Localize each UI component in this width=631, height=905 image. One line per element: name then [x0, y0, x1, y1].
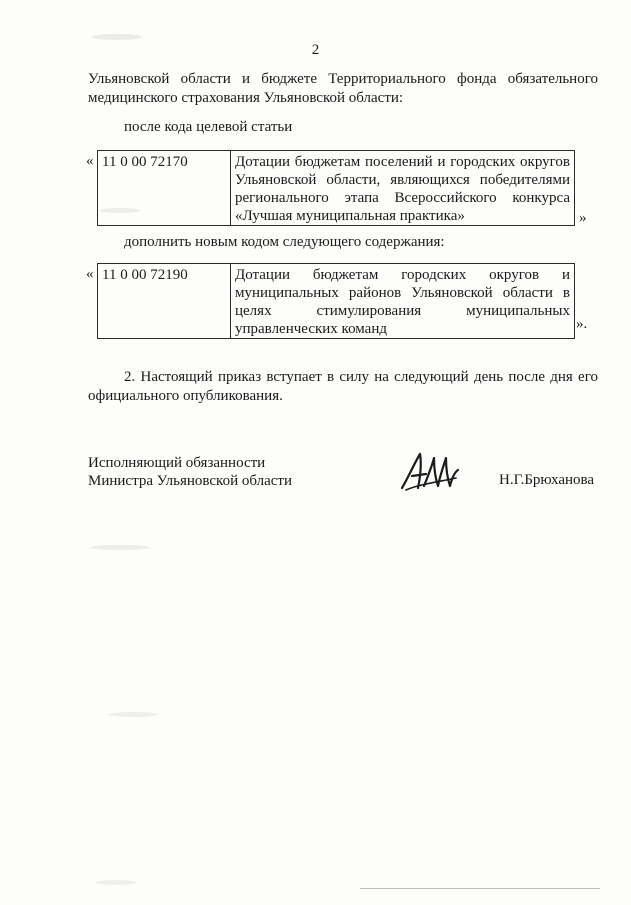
- new-code-cell: 11 0 00 72190: [98, 264, 231, 339]
- existing-description-cell: Дотации бюджетам поселений и городских округов Ульяновской области, являющихся победителями регионального этапа Всероссийского конкурса «Лучшая муниципальная практика»: [231, 151, 575, 226]
- new-entry-open-quote: «: [86, 266, 94, 282]
- new-entry-close-quote: ».: [576, 316, 588, 332]
- scan-footer-line: [360, 888, 600, 889]
- signer-name: Н.Г.Брюханова: [499, 472, 595, 488]
- clause-2-paragraph: 2. Настоящий приказ вступает в силу на следующий день после дня его официального опубликования.: [88, 369, 598, 404]
- scan-noise: [92, 34, 142, 40]
- table-row: [98, 151, 575, 226]
- new-description-cell: Дотации бюджетам городских округов и муниципальных районов Ульяновской области в целях стимулирования муниципальных управленческих команд: [231, 264, 575, 339]
- add-code-label: дополнить новым кодом следующего содержания:: [124, 234, 445, 250]
- existing-entry-close-quote: »: [579, 210, 587, 226]
- table-row: [98, 264, 575, 339]
- scan-noise: [90, 545, 150, 550]
- page-number: 2: [311, 42, 320, 58]
- existing-code-table: [97, 150, 575, 226]
- scan-noise: [100, 208, 140, 213]
- scan-noise: [108, 712, 158, 717]
- scan-noise: [96, 880, 136, 885]
- handwritten-signature: [398, 448, 460, 494]
- signer-title: [88, 454, 292, 490]
- new-code-table: [97, 263, 575, 339]
- after-code-label: после кода целевой статьи: [124, 119, 293, 135]
- signer-title-line-2: Министра Ульяновской области: [88, 473, 293, 489]
- existing-entry-open-quote: «: [86, 153, 94, 169]
- existing-code-cell: 11 0 00 72170: [98, 151, 231, 226]
- signer-title-line-1: Исполняющий обязанности: [88, 455, 266, 471]
- intro-paragraph: Ульяновской области и бюджете Территориального фонда обязательного медицинского страхования Ульяновской области:: [88, 71, 598, 106]
